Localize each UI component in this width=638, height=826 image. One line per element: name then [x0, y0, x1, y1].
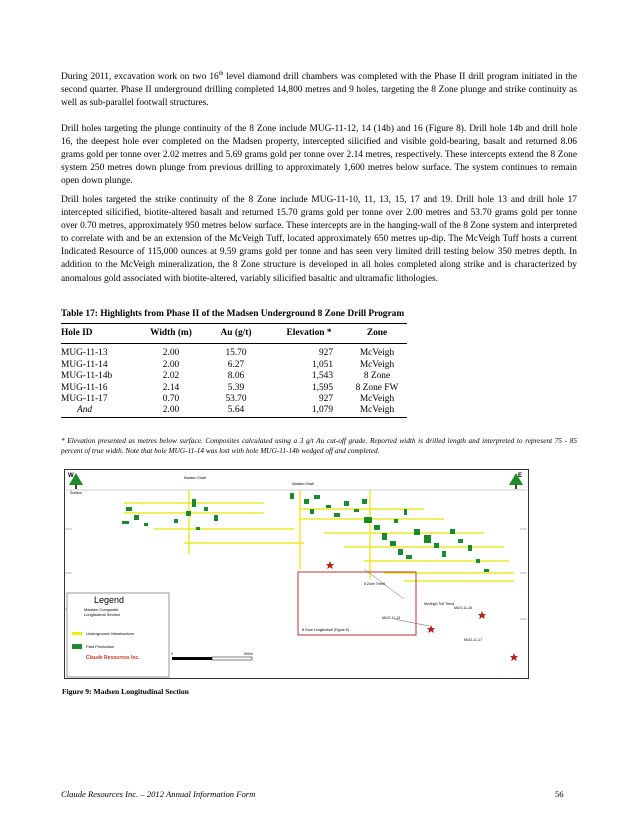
cell-hole-id: And [61, 405, 141, 417]
table-footnote: * Elevation presented as metres below surface. Composites calculated using a 3 g/t Au cut-off grade. Reported width is drilled length and interpreted to represent 75 - 85 percent of true width. Note that hole MUG-11-14 was lost with hole MUG-11-14b wedged off and completed. [61, 436, 577, 456]
cell-zone: McVeigh [359, 348, 395, 359]
col-header-width: Width (m) [141, 324, 201, 344]
col-header-zone: Zone [347, 324, 407, 344]
cell-hole-id: MUG-11-13 [61, 348, 108, 359]
west-label: W [68, 473, 74, 479]
cell-elevation: 1,543 [311, 371, 333, 382]
longitudinal-section-figure [64, 469, 529, 679]
cell-zone: 8 Zone [363, 371, 391, 382]
cell-width: 2.14 [162, 382, 180, 393]
cell-au: 5.39 [227, 382, 245, 393]
cell-au: 53.70 [225, 394, 247, 405]
shaft-label: Madsen Shaft [184, 476, 206, 480]
col-header-elevation: Elevation * [271, 324, 347, 344]
cell-au: 6.27 [227, 359, 245, 370]
figure-caption: Figure 9: Madsen Longitudinal Section [62, 687, 189, 696]
legend-swatch-infrastructure [72, 632, 82, 635]
cell-elevation: 1,595 [311, 382, 333, 393]
page-number: 56 [555, 789, 564, 799]
figure-legend [67, 593, 169, 677]
paragraph-1 [61, 71, 577, 110]
footer-title: Claude Resources Inc. – 2012 Annual Information Form [61, 789, 256, 799]
col-header-au: Au (g/t) [201, 324, 271, 344]
table-header-row [61, 324, 407, 344]
cell-hole-id: MUG-11-16 [61, 382, 108, 393]
zone-trend-label: 8 Zone Trend [364, 582, 385, 586]
cell-hole-id: MUG-11-14 [61, 359, 108, 370]
cell-au: 5.64 [201, 405, 271, 417]
legend-item-production: Past Production [86, 644, 115, 649]
cell-elevation: 1,079 [271, 405, 347, 417]
legend-subtitle-1: Madsen Composite [84, 607, 119, 612]
scale-max: 500m [244, 652, 253, 656]
cell-au: 8.06 [227, 371, 245, 382]
hole-label-13: MUG-11-13 [382, 616, 401, 620]
table-row [61, 394, 407, 405]
legend-title: Legend [94, 595, 125, 605]
paragraph-3: Drill holes targeted the strike continuity of the 8 Zone include MUG-11-10, 11, 13, 15, 17 and 19. Drill hole 13 and drill hole 17 intercepted silicified, biotite-altered basalt and returned 15.70 grams gold per tonne over 2.00 metres and 53.70 grams gold per tonne over 0.70 metres, approximately 950 metres below surface. These intercepts are in the hanging-wall of the 8 Zone system and interpreted to correlate with and be an extension of the McVeigh Tuff, located approximately 650 metres up-dip. The McVeigh Tuff hosts a current Indicated Resource of 115,000 ounces at 9.59 grams gold per tonne and has seen very limited drill testing below 350 metres depth. In addition to the McVeigh mineralization, the 8 Zone structure is developed in all holes completed along strike and is characterized by anomalous gold associated with biotite-altered, variably silicified basaltic and ultramafic lithologies. [61, 195, 577, 284]
paragraph-2: Drill holes targeting the plunge continuity of the 8 Zone include MUG-11-12, 14 (14b) and 16 (Figure 8). Drill hole 14b and drill hole 16, the deepest hole ever completed on the Madsen property, intercepted silicified and visible gold-bearing, basalt and returned 8.06 grams gold per tonne over 2.02 metres and 5.69 grams gold per tonne over 2.14 metres, respectively. These intercepts extend the 8 Zone system 250 metres down plunge from previous drilling to approximately 1,600 metres below surface. The system continues to remain open down plunge. [61, 124, 577, 187]
legend-subtitle-2: Longitudinal Section [84, 612, 121, 617]
cell-zone: 8 Zone FW [355, 382, 399, 393]
cell-elevation: 927 [318, 348, 333, 359]
cell-hole-id: MUG-11-14b [61, 371, 113, 382]
cell-zone: McVeigh [359, 359, 395, 370]
table-caption: Table 17: Highlights from Phase II of the Madsen Underground 8 Zone Drill Program [61, 309, 405, 319]
cell-width: 0.70 [162, 394, 180, 405]
table-row [61, 405, 407, 417]
hole-label-16: MUG-11-16 [454, 606, 473, 610]
cell-width: 2.02 [162, 371, 180, 382]
cell-zone: McVeigh [359, 394, 395, 405]
cell-zone: McVeigh [347, 405, 407, 417]
legend-item-infrastructure: Underground Infrastructure [86, 631, 135, 636]
cell-hole-id: MUG-11-17 [61, 394, 108, 405]
paragraph-1-text: During 2011, excavation work on two 16 [61, 72, 219, 82]
surface-label: Surface [70, 491, 83, 495]
cell-width: 2.00 [162, 359, 180, 370]
legend-company: Claude Resources Inc. [86, 655, 140, 661]
ordinal-superscript: th [218, 71, 224, 77]
scale-zero: 0 [171, 652, 173, 656]
table-row [61, 383, 407, 394]
table-row [61, 344, 407, 360]
tuff-trend-label: McVeigh Tuff Trend [424, 602, 455, 606]
drill-results-table [61, 323, 407, 418]
cell-width: 2.00 [162, 348, 180, 359]
cell-elevation: 927 [318, 394, 333, 405]
col-header-hole-id: Hole ID [61, 324, 141, 344]
cell-elevation: 1,051 [311, 359, 333, 370]
paragraph-1-text-cont: level diamond drill chambers was completed with the Phase II drill program initiated in the second quarter. Phase II underground drilling completed 14,800 metres and 9 holes, targeting the 8 Zone plunge and strike continuity as well as sub-parallel footwall structures. [61, 72, 577, 109]
cell-width: 2.00 [141, 405, 201, 417]
east-label: E [518, 473, 523, 479]
table-row [61, 360, 407, 371]
figure-8-box-label: 8 Zone Longitudinal (Figure 8) [302, 628, 349, 632]
shaft-label-2: Madsen Shaft [292, 482, 314, 486]
hole-label-17: MUG-11-17 [464, 638, 483, 642]
table-row [61, 371, 407, 382]
cell-au: 15.70 [225, 348, 247, 359]
legend-swatch-production [72, 644, 82, 649]
